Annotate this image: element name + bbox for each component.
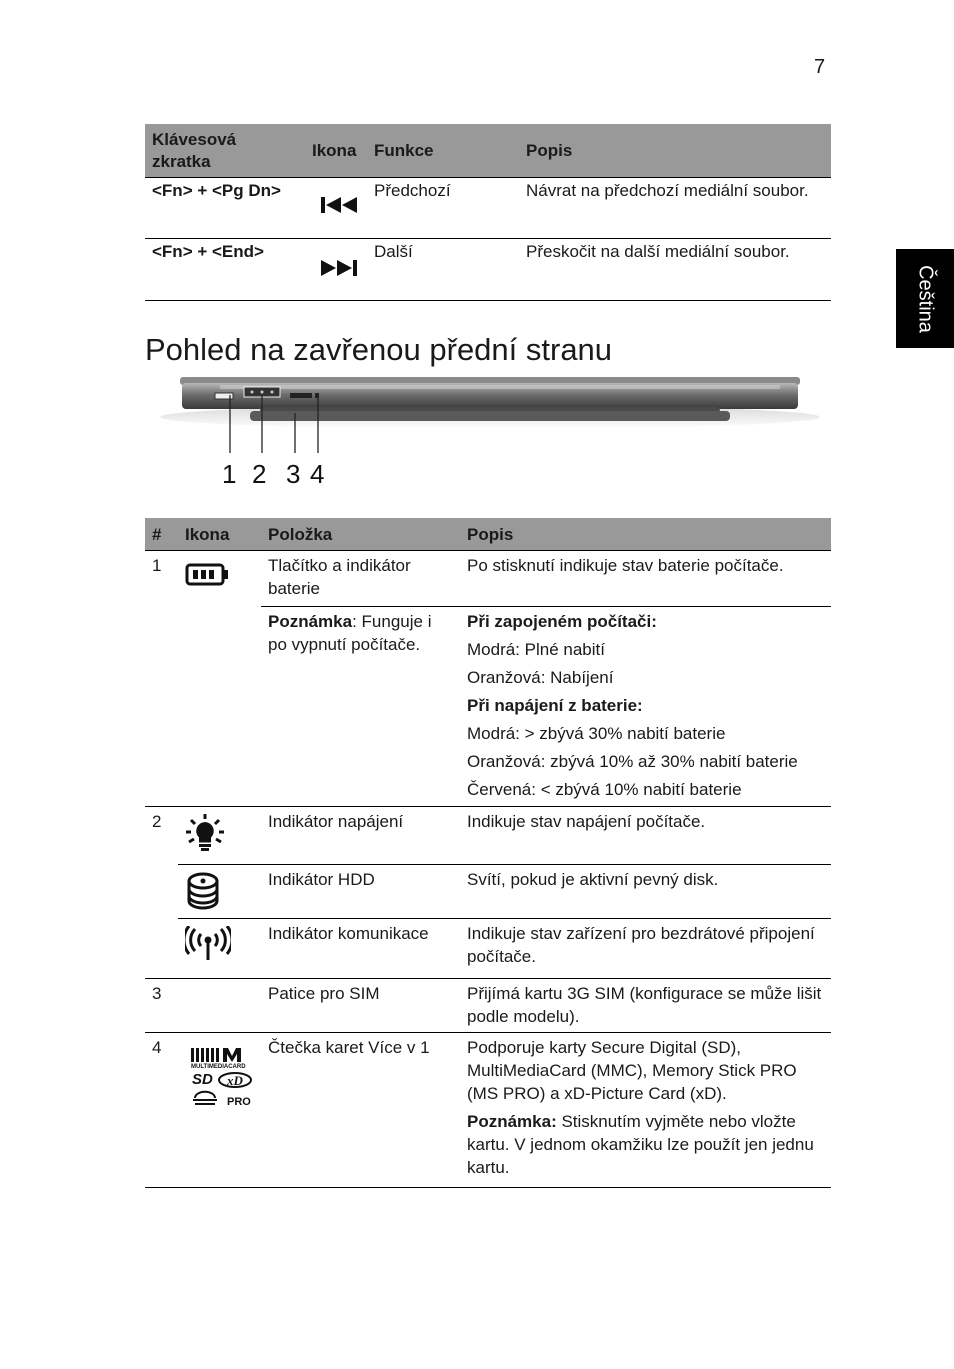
- item-description: Indikuje stav zařízení pro bezdrátové připojení počítače.: [460, 919, 831, 979]
- item-description: Svítí, pokud je aktivní pevný disk.: [460, 865, 831, 919]
- item-description: Po stisknutí indikuje stav baterie počítače.: [460, 551, 831, 607]
- header-icon: Ikona: [178, 518, 261, 551]
- status-line: Modrá: Plné nabití: [467, 640, 605, 659]
- empty-icon-cell: [178, 979, 261, 1033]
- language-tab: [896, 249, 954, 348]
- row-number: 2: [145, 807, 178, 979]
- status-line: Oranžová: zbývá 10% až 30% nabití baterie: [467, 752, 798, 771]
- item-name: Tlačítko a indikátor baterie: [261, 551, 460, 607]
- card-reader-logos-icon: [178, 1033, 261, 1188]
- callout-4: 4: [310, 459, 325, 489]
- hdd-icon: [178, 865, 261, 919]
- item-name: Indikátor napájení: [261, 807, 460, 865]
- battery-heading: Při napájení z baterie:: [467, 696, 643, 715]
- note-text: Stisknutím vyjměte nebo vložte kartu. V jednom okamžiku lze použít jen jednu kartu.: [467, 1112, 814, 1177]
- item-name: Indikátor komunikace: [261, 919, 460, 979]
- item-name: Patice pro SIM: [261, 979, 460, 1033]
- table-row: [145, 919, 831, 979]
- page-number: 7: [814, 56, 826, 78]
- plugged-heading: Při zapojeném počítači:: [467, 612, 657, 631]
- item-name: Čtečka karet Více v 1: [261, 1033, 460, 1188]
- shortcut-function: Další: [367, 239, 519, 301]
- header-shortcut: Klávesová zkratka: [145, 124, 297, 178]
- row-number: 4: [145, 1033, 178, 1188]
- header-icon: Ikona: [297, 124, 367, 178]
- next-track-icon: [297, 239, 367, 301]
- shortcut-description: Přeskočit na další mediální soubor.: [519, 239, 831, 301]
- card-reader-description: [460, 1033, 831, 1188]
- language-tab-label: Čeština: [914, 264, 937, 333]
- battery-status-list: [460, 607, 831, 807]
- shortcut-description: Návrat na předchozí mediální soubor.: [519, 178, 831, 239]
- laptop-front-illustration: [160, 371, 820, 491]
- sd-logo-text: SD: [192, 1071, 213, 1088]
- battery-icon: [178, 551, 261, 807]
- item-description: Indikuje stav napájení počítače.: [460, 807, 831, 865]
- header-description: Popis: [460, 518, 831, 551]
- items-table-header: [145, 518, 831, 551]
- shortcut-key: <Fn> + <End>: [145, 239, 297, 301]
- status-line: Červená: < zbývá 10% nabití baterie: [467, 780, 742, 799]
- section-title: Pohled na zavřenou přední stranu: [145, 332, 613, 367]
- status-line: Modrá: > zbývá 30% nabití baterie: [467, 724, 726, 743]
- callout-3: 3: [286, 459, 301, 489]
- table-row: [145, 551, 831, 607]
- table-row: [145, 239, 831, 301]
- ms-pro-logo-text: PRO: [227, 1096, 251, 1108]
- power-indicator-icon: [178, 807, 261, 865]
- shortcut-table: [145, 124, 831, 301]
- shortcut-table-header: [145, 124, 831, 178]
- items-table: [145, 518, 831, 1188]
- callout-1: 1: [222, 459, 237, 489]
- mmc-logo-text: MULTIMEDIACARD: [191, 1064, 246, 1070]
- item-description: Přijímá kartu 3G SIM (konfigurace se může lišit podle modelu).: [460, 979, 831, 1033]
- item-name: Indikátor HDD: [261, 865, 460, 919]
- item-note: [467, 1110, 824, 1179]
- row-number: 3: [145, 979, 178, 1033]
- status-line: Oranžová: Nabíjení: [467, 668, 614, 687]
- note-label: Poznámka:: [467, 1112, 557, 1131]
- table-row: [145, 1033, 831, 1188]
- xd-logo-text: xD: [227, 1073, 243, 1088]
- note-label: Poznámka: [268, 612, 353, 631]
- note-text: : Funguje i po vypnutí počítače.: [268, 612, 432, 654]
- table-row: [145, 865, 831, 919]
- row-number: 1: [145, 551, 178, 807]
- item-description: Podporuje karty Secure Digital (SD), MultiMediaCard (MMC), Memory Stick PRO (MS PRO) a xD-Picture Card (xD).: [467, 1038, 797, 1103]
- callout-2: 2: [252, 459, 267, 489]
- table-row: [145, 807, 831, 865]
- shortcut-function: Předchozí: [367, 178, 519, 239]
- table-row: [145, 178, 831, 239]
- header-description: Popis: [519, 124, 831, 178]
- table-row: [145, 979, 831, 1033]
- header-function: Funkce: [367, 124, 519, 178]
- item-note: [261, 607, 460, 807]
- wireless-icon: [178, 919, 261, 979]
- previous-track-icon: [297, 178, 367, 239]
- shortcut-key: <Fn> + <Pg Dn>: [145, 178, 297, 239]
- header-item: Položka: [261, 518, 460, 551]
- header-number: #: [145, 518, 178, 551]
